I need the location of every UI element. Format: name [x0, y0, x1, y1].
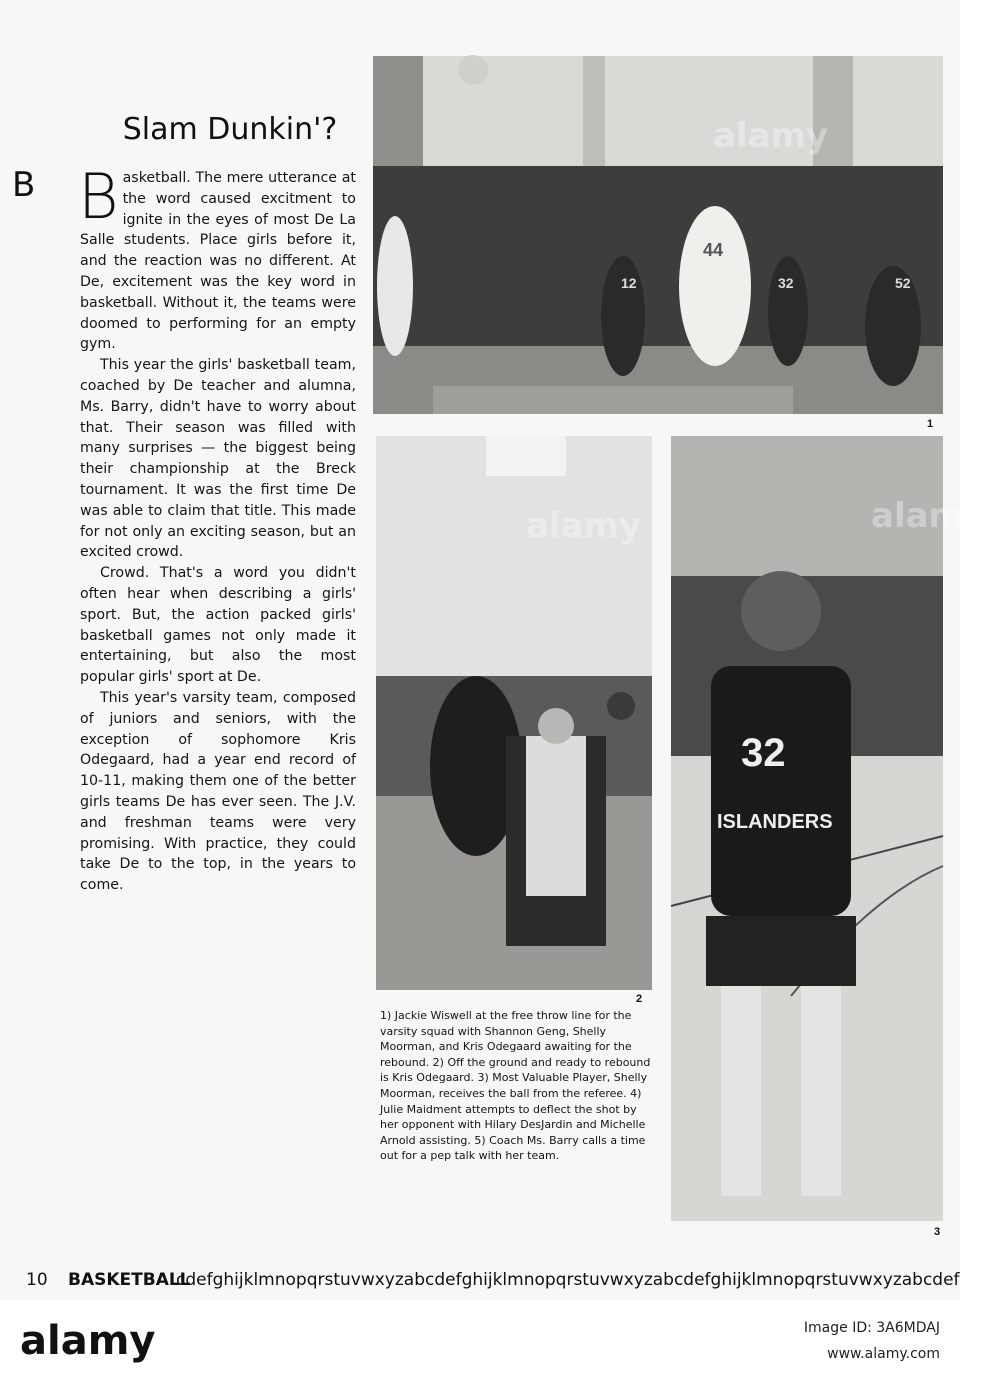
jersey-number: 32 [741, 731, 786, 775]
stock-url: www.alamy.com [827, 1346, 940, 1362]
jersey-number: 44 [703, 240, 724, 260]
photo-number: 2 [636, 993, 643, 1005]
jersey-number: 12 [621, 275, 637, 291]
photo-mvp [671, 436, 986, 1221]
article-title: Slam Dunkin'? [122, 112, 338, 147]
jersey-number: 52 [895, 275, 911, 291]
article-paragraph: This year the girls' basketball team, coached by De teacher and alumna, Ms. Barry, didn't have to worry about that. Their season was filled with many surprises — the biggest being their championship at the Breck tournament. It was the first time De was able to claim that title. This made for not only an exciting season, but an excited crowd. [80, 357, 356, 561]
watermark-overlay: alamy [871, 496, 986, 536]
photo-mvp-image [671, 436, 943, 1221]
section-name: BASKETBALL [68, 1270, 191, 1290]
photo-free-throw-image [373, 56, 943, 414]
photo-caption: 1) Jackie Wiswell at the free throw line for the varsity squad with Shannon Geng, Shelly Moorman, and Kris Odegaard awaiting for the rebound. 2) Off the ground and ready to rebound is Kris Odegaard. 3) Most Valuable Player, Shelly Moorman, receives the ball from the referee. 4) Julie Maidment attempts to deflect the shot by her opponent with Hilary DesJardin and Michelle Arnold assisting. 5) Coach Ms. Barry calls a time out for a pep talk with her team. [380, 1009, 651, 1163]
article-paragraph: Crowd. That's a word you didn't often hear when describing a girls' sport. But, the action packed girls' basketball games not only made it entertaining, but also the most popular girls' sport at De. [80, 565, 356, 686]
page-number: 10 [26, 1270, 48, 1290]
drop-cap: B [78, 160, 119, 233]
stock-image-id: Image ID: 3A6MDAJ [803, 1320, 940, 1336]
stock-watermark-bar [0, 1300, 960, 1390]
photo-free-throw [373, 56, 943, 414]
page-footer [0, 1268, 960, 1298]
watermark-overlay: alamy [713, 116, 829, 156]
article-paragraph: Basketball. The mere utterance at the word caused excitment to ignite in the eyes of most De La Salle students. Place girls before it, and the reaction was no different. At De, excitement was the key word in basketball. Without it, the teams were doomed to performing for an empty gym. [78, 160, 356, 353]
article-paragraph: This year's varsity team, composed of juniors and seniors, with the exception of sophomore Kris Odegaard, had a year end record of 10-11, making them one of the better girls teams De has ever seen. The J.V. and freshman teams were very promising. With practice, they could take De to the top, in the years to come. [80, 689, 356, 894]
article-body [78, 160, 356, 896]
stock-logo: alamy [20, 1318, 156, 1364]
watermark-overlay: alamy [526, 506, 642, 546]
photo-number: 1 [927, 418, 934, 430]
photo-number: 3 [934, 1226, 941, 1238]
jersey-text: ISLANDERS [717, 811, 833, 833]
jersey-number: 32 [778, 275, 794, 291]
photo-rebound [376, 436, 652, 990]
alphabet-strip: cdefghijklmnopqrstuvwxyzabcdefghijklmnopqrstuvwxyzabcdefghijklmnopqrstuvwxyzabcdef [176, 1270, 960, 1290]
section-letter: B [12, 165, 36, 205]
